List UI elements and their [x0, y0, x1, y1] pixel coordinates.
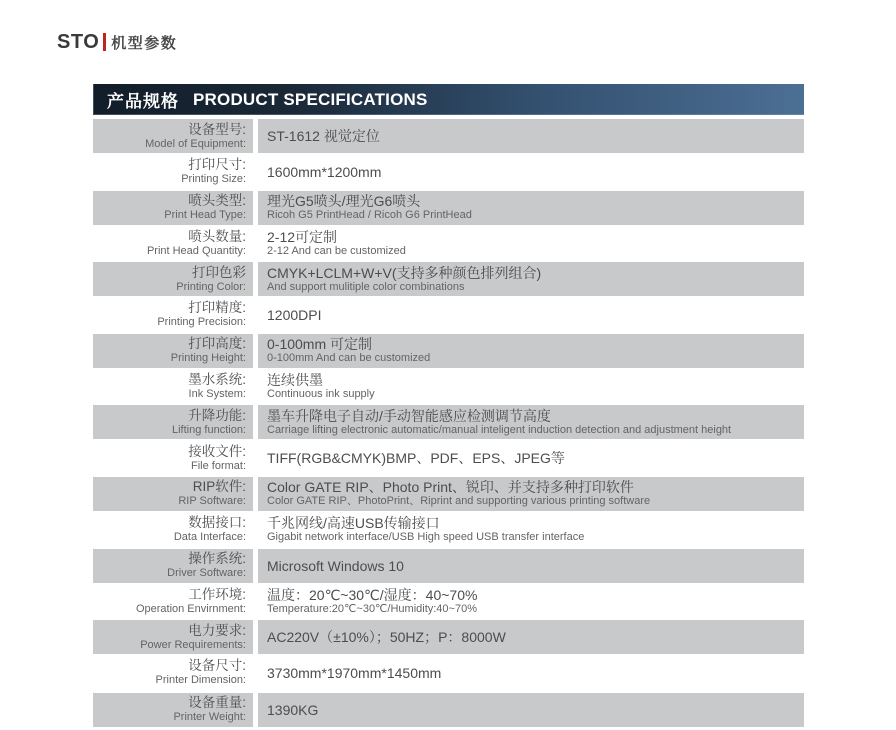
row-value-cell — [258, 513, 804, 547]
row-value-cell — [258, 620, 804, 654]
row-label-cell — [93, 620, 253, 654]
row-label-cn: 打印高度: — [188, 336, 246, 352]
section-title-cn: 产品规格 — [107, 92, 179, 111]
row-value-cell — [258, 584, 804, 618]
row-value-cell — [258, 441, 804, 475]
row-label-cn: 数据接口: — [188, 515, 246, 531]
row-label-cn: 设备尺寸: — [188, 658, 246, 674]
row-label-en: RIP Software: — [178, 495, 246, 508]
row-value-cell — [258, 370, 804, 404]
row-label-cell — [93, 262, 253, 296]
table-row — [93, 155, 804, 189]
table-row — [93, 584, 804, 618]
spec-section — [93, 84, 804, 729]
row-value-cell — [258, 155, 804, 189]
row-value-cn: 墨车升降电子自动/手动智能感应检测调节高度 — [267, 407, 551, 424]
row-label-en: Driver Software: — [167, 567, 246, 580]
row-label-cn: 打印尺寸: — [188, 157, 246, 173]
row-label-cn: 设备型号: — [188, 121, 246, 137]
table-row — [93, 513, 804, 547]
row-label-cn: 电力要求: — [188, 622, 246, 638]
row-value-cn: 3730mm*1970mm*1450mm — [267, 664, 442, 681]
row-label-en: Printing Precision: — [157, 316, 246, 329]
row-value-en: Continuous ink supply — [267, 388, 375, 401]
row-value-cn: 温度：20℃~30℃/湿度：40~70% — [267, 586, 478, 603]
row-value-cell — [258, 226, 804, 260]
row-value-cn: 1600mm*1200mm — [267, 163, 382, 180]
row-value-cn: 2-12可定制 — [267, 228, 338, 245]
section-title-bar — [93, 84, 804, 115]
row-value-cn: AC220V（±10%）；50HZ；P：8000W — [267, 629, 506, 646]
table-row — [93, 477, 804, 511]
row-label-cell — [93, 477, 253, 511]
row-value-cn: 1390KG — [267, 701, 319, 718]
table-row — [93, 693, 804, 727]
row-label-cell — [93, 693, 253, 727]
row-label-cell — [93, 370, 253, 404]
table-row — [93, 191, 804, 225]
row-value-cell — [258, 477, 804, 511]
row-value-cell — [258, 549, 804, 583]
row-label-cell — [93, 334, 253, 368]
table-row — [93, 405, 804, 439]
logo-subtitle: 机型参数 — [111, 34, 178, 52]
row-label-cell — [93, 549, 253, 583]
table-row — [93, 262, 804, 296]
row-label-cn: 工作环境: — [188, 586, 246, 602]
row-label-cn: 接收文件: — [188, 443, 246, 459]
row-label-cell — [93, 298, 253, 332]
table-row — [93, 549, 804, 583]
table-row — [93, 298, 804, 332]
row-label-en: Print Head Type: — [164, 209, 246, 222]
row-label-en: Lifting function: — [172, 423, 246, 436]
row-value-cn: CMYK+LCLM+W+V(支持多种颜色排列组合) — [267, 264, 542, 281]
brand-name: STO — [57, 30, 100, 53]
row-value-cn: 连续供墨 — [267, 372, 323, 389]
spec-table — [93, 119, 804, 727]
row-value-cell — [258, 693, 804, 727]
row-value-cell — [258, 405, 804, 439]
table-row — [93, 441, 804, 475]
row-value-cell — [258, 298, 804, 332]
row-value-cell — [258, 119, 804, 153]
row-value-cn: ST-1612 视觉定位 — [267, 128, 380, 144]
row-label-cn: 升降功能: — [188, 407, 246, 423]
row-value-cell — [258, 262, 804, 296]
row-value-cell — [258, 191, 804, 225]
row-label-en: Power Requirements: — [140, 638, 246, 651]
row-value-cn: 千兆网线/高速USB传输接口 — [267, 515, 440, 532]
row-label-cn: 墨水系统: — [188, 372, 246, 388]
row-label-en: Operation Envirnment: — [135, 602, 246, 615]
row-value-cn: 1200DPI — [267, 306, 322, 323]
row-label-cell — [93, 191, 253, 225]
row-label-cell — [93, 584, 253, 618]
row-label-en: Printer Weight: — [173, 711, 246, 724]
row-label-cn: 操作系统: — [188, 551, 246, 567]
row-value-en: And support mulitiple color combinations — [267, 280, 465, 293]
row-value-cn: 0-100mm 可定制 — [267, 336, 373, 353]
row-label-en: Ink System: — [188, 388, 246, 401]
row-value-cn: TIFF(RGB&CMYK)BMP、PDF、EPS、JPEG等 — [267, 450, 565, 467]
row-label-cell — [93, 155, 253, 189]
row-label-cn: 打印精度: — [188, 300, 246, 316]
row-value-en: 2-12 And can be customized — [267, 244, 406, 257]
row-label-cell — [93, 405, 253, 439]
row-label-cell — [93, 513, 253, 547]
row-label-cn: 喷头类型: — [188, 193, 246, 209]
row-value-en: Gigabit network interface/USB High speed USB transfer interface — [267, 531, 585, 544]
table-row — [93, 334, 804, 368]
row-label-en: Printing Size: — [181, 173, 246, 186]
logo-divider-bar — [103, 33, 106, 51]
table-row — [93, 226, 804, 260]
row-value-en: Ricoh G5 PrintHead / Ricoh G6 PrintHead — [267, 209, 472, 222]
brand-logo — [57, 30, 177, 54]
table-row — [93, 370, 804, 404]
row-value-en: Temperature:20℃~30℃/Humidity:40~70% — [267, 602, 477, 615]
row-label-en: Print Head Quantity: — [146, 244, 246, 257]
row-label-cell — [93, 656, 253, 690]
row-label-cn: 喷头数量: — [188, 228, 246, 244]
row-value-cn: 理光G5喷头/理光G6喷头 — [267, 193, 421, 210]
row-value-en: 0-100mm And can be customized — [267, 352, 431, 365]
row-label-en: File format: — [190, 459, 246, 472]
row-value-cell — [258, 334, 804, 368]
row-value-cell — [258, 656, 804, 690]
row-label-en: Printing Color: — [176, 280, 246, 293]
row-value-en: Color GATE RIP、PhotoPrint、Riprint and supporting various printing software — [267, 495, 651, 508]
row-label-cn: 打印色彩 — [192, 264, 246, 280]
row-label-cell — [93, 441, 253, 475]
row-label-cn: RIP软件: — [192, 479, 246, 495]
row-label-en: Printer Dimension: — [155, 674, 246, 687]
row-label-cn: 设备重量: — [188, 695, 246, 711]
row-value-cn: Color GATE RIP、Photo Print、锐印、并支持多种打印软件 — [267, 479, 634, 496]
row-value-en: Carriage lifting electronic automatic/manual inteligent induction detection and adjustment height — [267, 423, 732, 436]
row-label-cell — [93, 119, 253, 153]
table-row — [93, 119, 804, 153]
section-title-en: PRODUCT SPECIFICATIONS — [193, 89, 428, 109]
row-value-cn: Microsoft Windows 10 — [267, 557, 404, 574]
table-row — [93, 620, 804, 654]
row-label-en: Printing Height: — [170, 352, 246, 365]
row-label-cell — [93, 226, 253, 260]
table-row — [93, 656, 804, 690]
row-label-en: Model of Equipment: — [145, 137, 246, 150]
row-label-en: Data Interface: — [173, 531, 246, 544]
